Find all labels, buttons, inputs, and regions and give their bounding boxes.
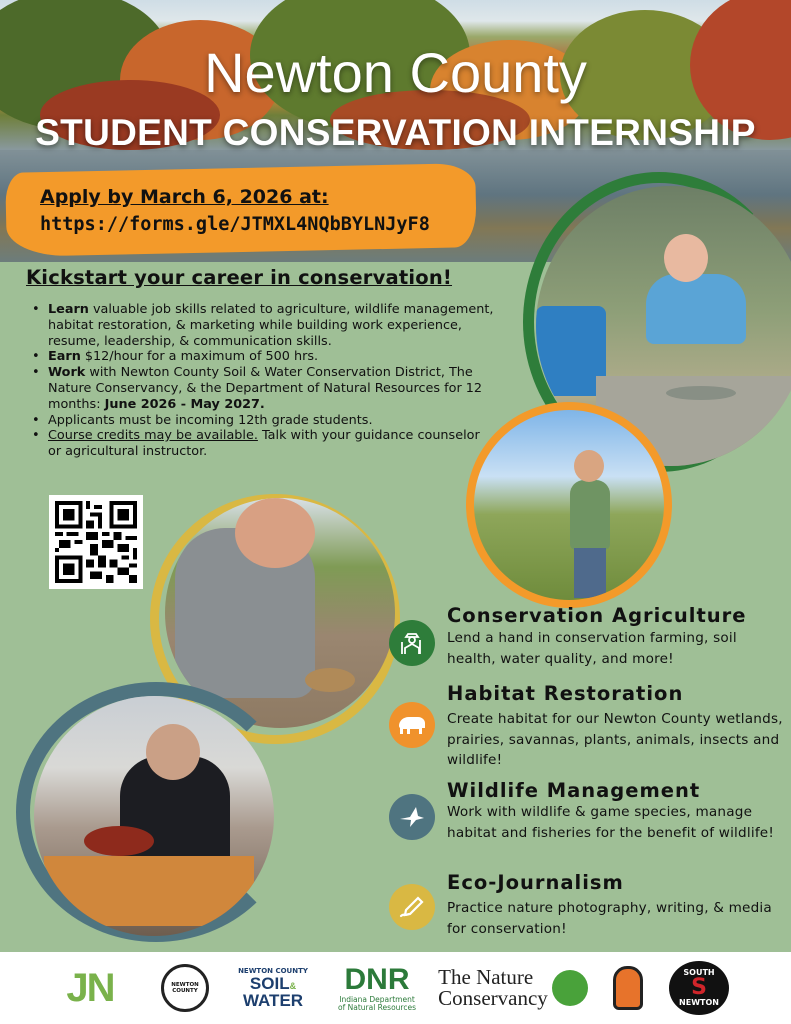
bullet-lead: Work bbox=[48, 365, 86, 381]
pen-icon bbox=[389, 884, 435, 930]
bird-shape bbox=[305, 668, 355, 692]
bison-icon bbox=[389, 702, 435, 748]
jn-logo-text: JN bbox=[66, 965, 114, 1010]
title-internship: STUDENT CONSERVATION INTERNSHIP bbox=[35, 112, 756, 153]
nature-conservancy-logo bbox=[438, 952, 588, 1024]
pen-icon-glyph bbox=[398, 895, 426, 919]
section-title-journalism: Eco-Journalism bbox=[447, 871, 624, 894]
qr-code-icon bbox=[55, 501, 137, 583]
bird-icon-glyph bbox=[398, 805, 426, 829]
section-title-wildlife: Wildlife Management bbox=[447, 779, 701, 802]
swcd-logo-top: NEWTON COUNTY bbox=[238, 966, 308, 975]
photo-pheasant-release bbox=[34, 696, 274, 936]
section-body-habitat: Create habitat for our Newton County wetlands, prairies, savannas, plants, animals, insects and wildlife! bbox=[447, 711, 783, 768]
photo-prairie-telemetry bbox=[474, 410, 664, 600]
qr-code[interactable] bbox=[49, 495, 143, 589]
person-face bbox=[574, 450, 604, 482]
person-shirt bbox=[646, 274, 746, 344]
bullet-lead: Earn bbox=[48, 349, 81, 365]
helmet-icon bbox=[613, 966, 643, 1010]
title-newton-county: Newton County bbox=[204, 41, 587, 104]
partner-logo-bar bbox=[0, 952, 791, 1024]
person-face bbox=[664, 234, 708, 282]
bullet-learn bbox=[30, 302, 495, 349]
swcd-logo-soil: SOIL bbox=[249, 973, 290, 993]
section-title-habitat: Habitat Restoration bbox=[447, 682, 684, 705]
section-body-wildlife: Work with wildlife & game species, manage habitat and fisheries for the benefit of wildlife! bbox=[447, 804, 775, 841]
bullet-credits bbox=[30, 428, 495, 460]
bullet-dates: June 2026 - May 2027. bbox=[104, 396, 265, 412]
bison-icon-glyph bbox=[396, 714, 428, 736]
south-newton-badge-icon bbox=[669, 961, 729, 1015]
section-title-agriculture: Conservation Agriculture bbox=[447, 604, 747, 627]
apply-brush-stroke bbox=[5, 163, 477, 257]
swcd-logo bbox=[236, 952, 310, 1024]
intro-bullet-list bbox=[30, 302, 495, 460]
section-body-journalism: Practice nature photography, writing, & media for conservation! bbox=[447, 900, 772, 937]
bullet-earn bbox=[30, 349, 495, 365]
tnc-wordmark bbox=[438, 967, 548, 1009]
farmer-icon-glyph bbox=[397, 628, 427, 658]
bullet-lead: Learn bbox=[48, 302, 89, 317]
jn-logo bbox=[54, 952, 126, 1024]
apply-url-link[interactable]: https://forms.gle/JTMXL4NQbBYLNJyF8 bbox=[40, 214, 430, 235]
swcd-logo-and: & bbox=[289, 980, 297, 991]
person-jeans bbox=[574, 548, 606, 598]
person-shirt bbox=[570, 480, 610, 550]
farmer-icon bbox=[389, 620, 435, 666]
pheasant-shape bbox=[84, 826, 154, 856]
dnr-logo-text: DNR bbox=[344, 963, 410, 997]
person-face bbox=[235, 498, 315, 568]
bullet-work bbox=[30, 365, 495, 412]
tnc-leaf-icon bbox=[552, 970, 588, 1006]
tnc-line2: Conservancy bbox=[438, 986, 548, 1010]
apply-deadline: Apply by March 6, 2026 at: bbox=[40, 186, 329, 208]
bullet-text: with Newton County Soil & Water Conservation District, The Nature Conservancy, & the Department of Natural Resources for 12 months: bbox=[48, 365, 483, 412]
bullet-text: Talk with your guidance counselor or agricultural instructor. bbox=[48, 428, 480, 460]
county-seal-icon bbox=[161, 964, 209, 1012]
tnc-line1: The Nature bbox=[438, 965, 534, 989]
south-newton-logo bbox=[666, 952, 732, 1024]
bullet-eligibility bbox=[30, 413, 495, 429]
dnr-logo-sub2: of Natural Resources bbox=[338, 1002, 416, 1012]
county-seal-text: NEWTON COUNTY bbox=[171, 982, 199, 994]
fish-shape bbox=[666, 386, 736, 400]
wooden-crate bbox=[44, 856, 254, 926]
intro-headline: Kickstart your career in conservation! bbox=[26, 266, 453, 289]
bullet-text: Applicants must be incoming 12th grade students. bbox=[48, 412, 373, 428]
bullet-text: valuable job skills related to agriculture, wildlife management, habitat restoration, & marketing while building work experience, resume, leadership, & communication skills. bbox=[48, 302, 494, 349]
bullet-text: $12/hour for a maximum of 500 hrs. bbox=[80, 349, 319, 365]
south-newton-s-icon: S bbox=[691, 975, 707, 1000]
section-body-agriculture: Lend a hand in conservation farming, soil health, water quality, and more! bbox=[447, 630, 737, 667]
person-face bbox=[146, 724, 200, 780]
south-newton-line2: NEWTON bbox=[679, 998, 719, 1007]
bird-icon bbox=[389, 794, 435, 840]
dnr-logo-sub1: Indiana Department bbox=[339, 994, 415, 1004]
dnr-logo bbox=[334, 952, 420, 1024]
south-newton-line1: SOUTH bbox=[683, 968, 715, 977]
bullet-underlined: Course credits may be available. bbox=[48, 428, 258, 444]
newton-county-seal-logo bbox=[158, 952, 212, 1024]
swcd-logo-soil-line bbox=[250, 975, 296, 992]
swcd-logo-water: WATER bbox=[242, 990, 304, 1010]
spartan-helmet-logo bbox=[608, 952, 648, 1024]
